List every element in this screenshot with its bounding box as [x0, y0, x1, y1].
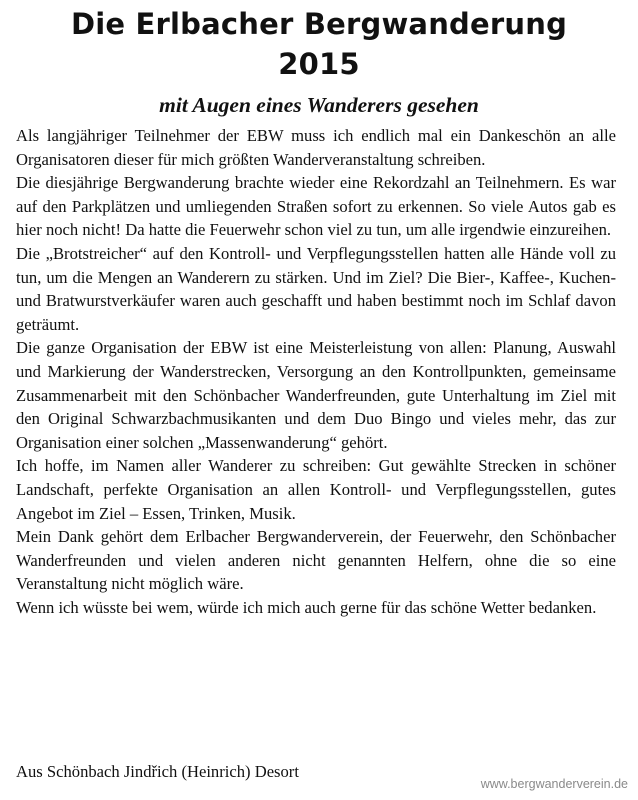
paragraph-3: Die „Brotstreicher“ auf den Kontroll- und Verpflegungsstellen hatten alle Hände voll zu tun, um die Mengen an Wanderern zu stärken. Und im Ziel? Die Bier-, Kaffee-, Kuchen- und Bratwurstverkäufer waren auch geschafft und haben bestimmt noch im Schlaf davon geträumt.: [16, 243, 616, 334]
paragraph-1: Als langjähriger Teilnehmer der EBW muss ich endlich mal ein Dankeschön an alle Organisatoren dieser für mich größten Wanderveranstaltung schreiben.: [16, 126, 616, 169]
title-line-2: 2015: [278, 47, 360, 81]
author-signature: Aus Schönbach Jindřich (Heinrich) Desort: [16, 762, 299, 781]
paragraph-6: Mein Dank gehört dem Erlbacher Bergwanderverein, der Feuerwehr, den Schönbacher Wanderfreunden und vielen anderen nicht genannten Helfern, ohne die so eine Veranstaltung nicht möglich wäre.: [16, 527, 616, 594]
paragraph-5: Ich hoffe, im Namen aller Wanderer zu schreiben: Gut gewählte Strecken in schöner Landschaft, perfekte Organisation an allen Kontroll- und Verpflegungsstellen, gutes Angebot im Ziel – Essen, Trinken, Musik.: [16, 456, 616, 523]
article-title: [0, 0, 638, 84]
article-subtitle: mit Augen eines Wanderers gesehen: [159, 93, 479, 117]
title-line-1: Die Erlbacher Bergwanderung: [70, 7, 568, 41]
paragraph-4: Die ganze Organisation der EBW ist eine Meisterleistung von allen: Planung, Auswahl und Markierung der Wanderstrecken, Versorgung an den Kontrollpunkten, gemeinsame Zusammenarbeit mit den Schönbacher Wanderfreunden, gute Unterhaltung im Ziel mit den Original Schwarzbachmusikanten und dem Duo Bingo und vieles mehr, das zur Organisation einer solchen „Massenwanderung“ gehört.: [16, 338, 616, 452]
article-body: [16, 124, 616, 619]
footer-website-url: www.bergwanderverein.de: [480, 777, 628, 791]
paragraph-2: Die diesjährige Bergwanderung brachte wieder eine Rekordzahl an Teilnehmern. Es war auf den Parkplätzen und umliegenden Straßen sofort zu erkennen. So viele Autos gab es hier noch nicht! Da hatte die Feuerwehr schon viel zu tun, um alle irgendwie einzureihen.: [16, 173, 616, 240]
paragraph-7: Wenn ich wüsste bei wem, würde ich mich auch gerne für das schöne Wetter bedanken.: [16, 597, 597, 617]
